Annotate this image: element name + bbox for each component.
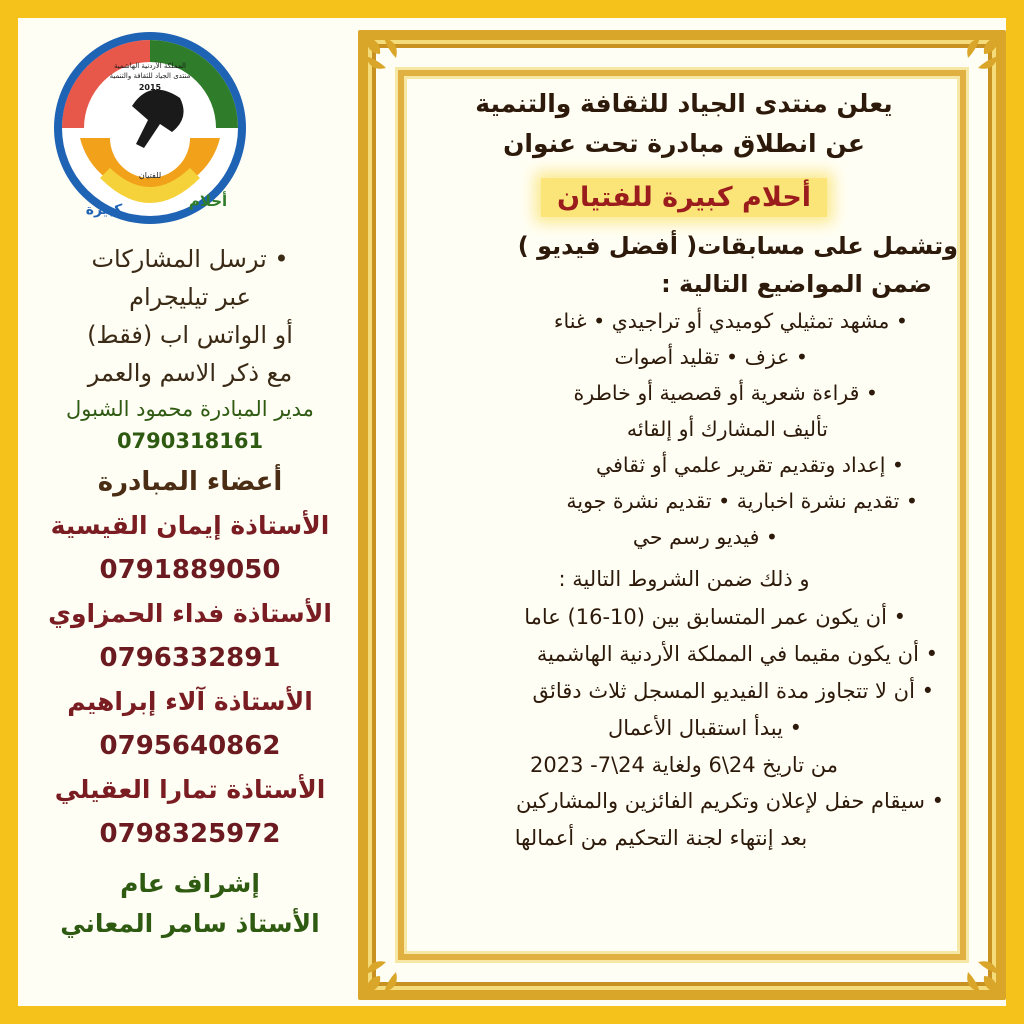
condition-item: • أن لا تتجاوز مدة الفيديو المسجل ثلاث دقائق bbox=[532, 679, 934, 703]
topic-item: • تقديم نشرة اخبارية • تقديم نشرة جوية bbox=[566, 489, 918, 513]
member-name: الأستاذة فداء الحمزاوي bbox=[48, 599, 332, 628]
member-phone: 0798325972 bbox=[99, 819, 281, 849]
manager-name: مدير المبادرة محمود الشبول bbox=[66, 397, 314, 421]
ornament-icon bbox=[360, 954, 404, 998]
svg-text:2015: 2015 bbox=[138, 83, 162, 92]
ceremony-line-2: بعد إنتهاء لجنة التحكيم من أعمالها bbox=[514, 826, 808, 850]
svg-text:كبيرة: كبيرة bbox=[85, 202, 123, 218]
competitions-lead: وتشمل على مسابقات( أفضل فيديو ) bbox=[517, 232, 958, 260]
left-column bbox=[30, 240, 350, 944]
topic-item: • مشهد تمثيلي كوميدي أو تراجيدي • غناء bbox=[553, 309, 908, 333]
topic-item: تأليف المشارك أو إلقائه bbox=[626, 417, 828, 441]
condition-item: • يبدأ استقبال الأعمال bbox=[608, 716, 802, 740]
svg-text:المملكة الأردنية الهاشمية: المملكة الأردنية الهاشمية bbox=[113, 62, 187, 70]
topic-item: • فيديو رسم حي bbox=[632, 525, 778, 549]
topic-item: • عزف • تقليد أصوات bbox=[614, 345, 808, 369]
topic-item: • إعداد وتقديم تقرير علمي أو ثقافي bbox=[596, 453, 904, 477]
member-name: الأستاذة إيمان القيسية bbox=[50, 511, 330, 540]
member-phone: 0791889050 bbox=[99, 555, 281, 585]
ornament-icon bbox=[360, 32, 404, 76]
svg-text:منتدى الجياد للثقافة والتنمية: منتدى الجياد للثقافة والتنمية bbox=[109, 72, 191, 80]
member-phone: 0796332891 bbox=[99, 643, 281, 673]
announcement-line-2: عن انطلاق مبادرة تحت عنوان bbox=[503, 129, 865, 158]
forum-logo bbox=[40, 28, 260, 228]
submission-line-2: عبر تيليجرام bbox=[129, 283, 251, 311]
submission-line-1: • ترسل المشاركات bbox=[91, 245, 289, 273]
svg-text:أحلام: أحلام bbox=[188, 192, 228, 210]
member-name: الأستاذة آلاء إبراهيم bbox=[67, 687, 313, 716]
ornament-icon bbox=[960, 954, 1004, 998]
svg-text:للفتيان: للفتيان bbox=[138, 171, 162, 180]
ceremony-line: • سيقام حفل لإعلان وتكريم الفائزين والمشاركين bbox=[516, 789, 944, 813]
manager-phone: 0790318161 bbox=[116, 429, 264, 453]
supervision-title: إشراف عام bbox=[120, 869, 260, 898]
conditions-title: و ذلك ضمن الشروط التالية : bbox=[558, 567, 810, 591]
submission-line-3: أو الواتس اب (فقط) bbox=[87, 321, 293, 349]
initiative-title: أحلام كبيرة للفتيان bbox=[541, 178, 827, 217]
announcement bbox=[404, 84, 964, 857]
ornament-icon bbox=[960, 32, 1004, 76]
condition-item: • أن يكون مقيما في المملكة الأردنية الهاشمية bbox=[536, 642, 938, 666]
submission-line-4: مع ذكر الاسم والعمر bbox=[87, 359, 293, 387]
supervisor-name: الأستاذ سامر المعاني bbox=[60, 909, 320, 938]
members-title: أعضاء المبادرة bbox=[97, 467, 283, 497]
member-phone: 0795640862 bbox=[99, 731, 281, 761]
topic-item: • قراءة شعرية أو قصصية أو خاطرة bbox=[573, 381, 878, 405]
topics-lead: ضمن المواضيع التالية : bbox=[661, 270, 932, 298]
announcement-line-1: يعلن منتدى الجياد للثقافة والتنمية bbox=[475, 89, 893, 118]
date-range: من تاريخ 24\6 ولغاية 24\7- 2023 bbox=[530, 753, 838, 777]
member-name: الأستاذة تمارا العقيلي bbox=[54, 775, 326, 804]
condition-item: • أن يكون عمر المتسابق بين (10-16) عاما bbox=[524, 605, 906, 629]
